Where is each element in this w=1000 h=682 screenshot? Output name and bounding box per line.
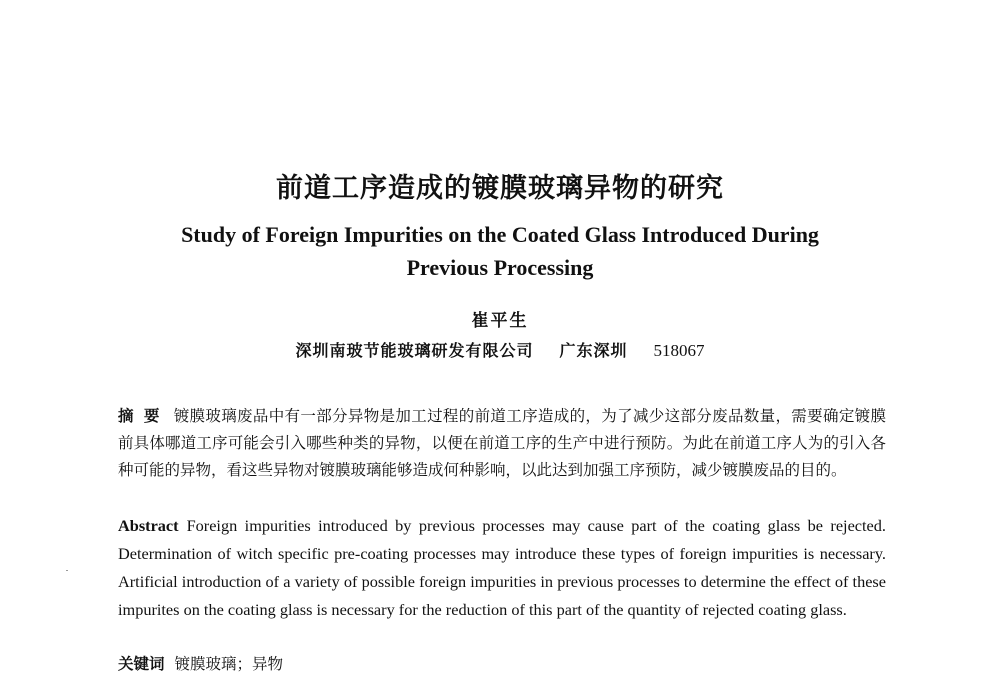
abstract-english-text: Foreign impurities introduced by previous processes may cause part of the coating glass be rejected. Determination of witch specific pre-coating processes may introduce these types of foreign impurities is necessary. Artificial introduction of a variety of possible foreign impurities in previous processes to determine the effect of these impurites on the coating glass is necessary for the reduction of this part of the quantity of rejected coating glass.	[118, 516, 886, 619]
keywords-text: 镀膜玻璃；异物	[174, 655, 284, 673]
margin-mark	[66, 570, 68, 571]
abstract-english	[118, 512, 886, 624]
keywords-label: 关键词	[118, 654, 165, 673]
abstract-chinese	[118, 402, 886, 484]
keywords	[118, 652, 886, 676]
affiliation-postcode: 518067	[653, 341, 705, 360]
author-name: 崔平生	[471, 311, 529, 331]
affiliation-organization: 深圳南玻节能玻璃研发有限公司	[295, 341, 534, 360]
title-chinese: 前道工序造成的镀膜玻璃异物的研究	[276, 173, 724, 204]
author-affiliation	[0, 338, 1000, 361]
abstract-english-label: Abstract	[118, 516, 179, 535]
affiliation-city: 广东深圳	[559, 341, 628, 360]
title-english-line-2: Previous Processing	[406, 255, 594, 280]
title-english-line-1: Study of Foreign Impurities on the Coated Glass Introduced During	[181, 222, 819, 247]
title-english	[120, 218, 880, 284]
abstract-chinese-text: 镀膜玻璃废品中有一部分异物是加工过程的前道工序造成的，为了减少这部分废品数量，需要确定镀膜前具体哪道工序可能会引入哪些种类的异物，以便在前道工序的生产中进行预防。为此在前道工序人为的引入各种可能的异物，看这些异物对镀膜玻璃能够造成何种影响，以此达到加强工序预防，减少镀膜废品的目的。	[118, 407, 886, 479]
abstract-chinese-label: 摘要	[118, 406, 170, 425]
